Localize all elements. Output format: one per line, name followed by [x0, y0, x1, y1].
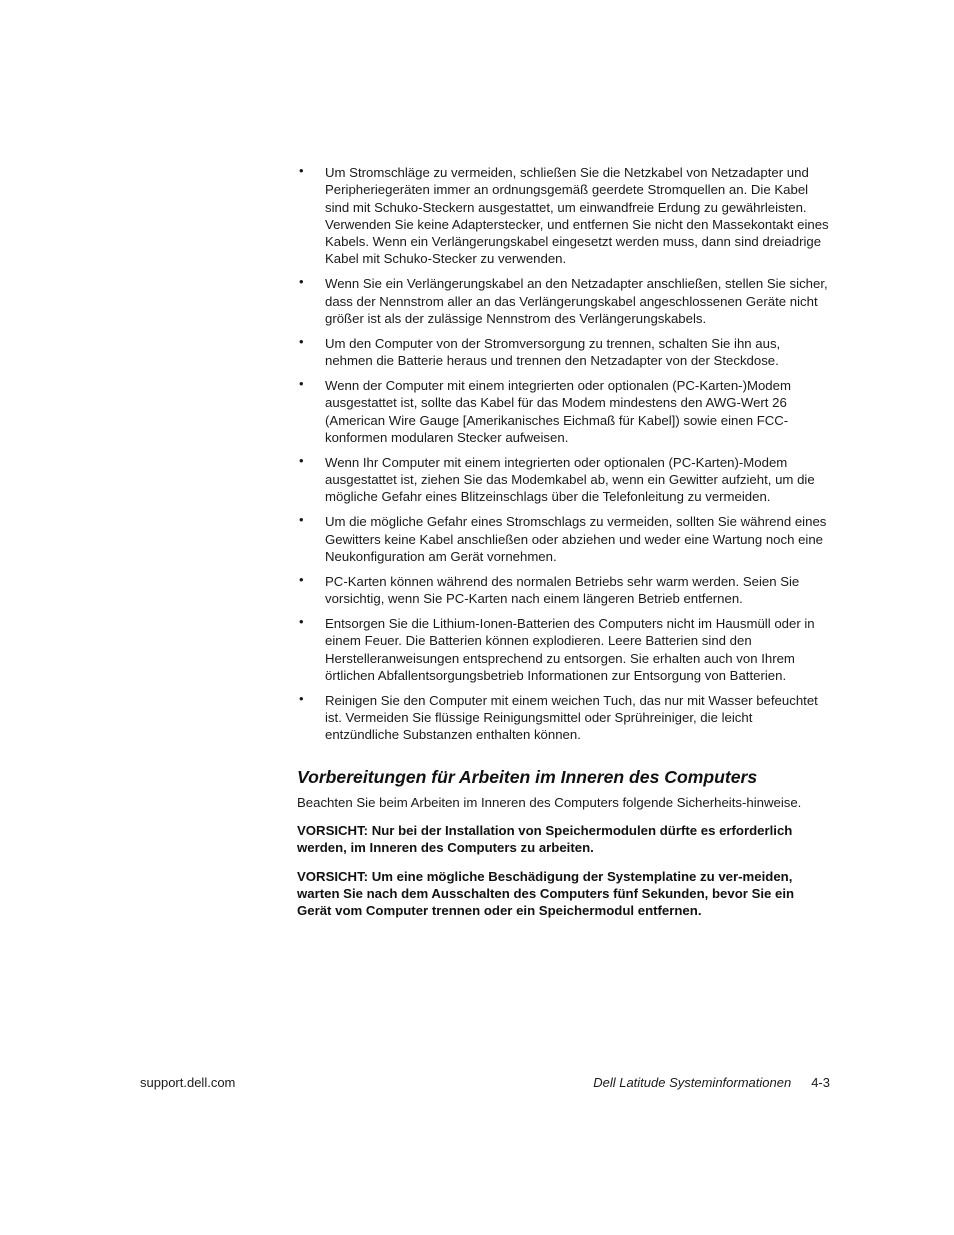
list-item-text: Wenn Sie ein Verlängerungskabel an den Netzadapter anschließen, stellen Sie sicher, dass der Nennstrom aller an das Verlängerungskabel angeschlossenen Geräte nicht größer ist als der zulässige Nennstrom des Verlängerungskabels. [325, 276, 828, 326]
section-intro: Beachten Sie beim Arbeiten im Inneren des Computers folgende Sicherheits-hinweise. [297, 794, 802, 810]
list-item-text: Um Stromschläge zu vermeiden, schließen Sie die Netzkabel von Netzadapter und Peripheriegeräten immer an ordnungsgemäß geerdete Stromquellen an. Die Kabel sind mit Schuko-Steckern ausgestattet, um einwandfreie Erdung zu gewährleisten. Verwenden Sie keine Adapterstecker, und entfernen Sie nicht den Massekontakt eines Kabels. Wenn ein Verlängerungskabel eingesetzt werden muss, dann sind dreiadrige Kabel mit Schuko-Stecker zu verwenden. [325, 165, 829, 267]
list-item [297, 573, 829, 608]
footer-website: support.dell.com [140, 1075, 236, 1090]
bullet-icon: • [299, 452, 304, 468]
list-item-text: Reinigen Sie den Computer mit einem weichen Tuch, das nur mit Wasser befeuchtet ist. Vermeiden Sie flüssige Reinigungsmittel oder Sprühreiniger, die leicht entzündliche Substanzen enthalten können. [325, 692, 818, 743]
caution-notice: VORSICHT: Um eine mögliche Beschädigung der Systemplatine zu ver-meiden, warten Sie nach dem Ausschalten des Computers fünf Sekunden, bevor Sie ein Gerät vom Computer trennen oder ein Speichermodul entfernen. [297, 868, 795, 919]
footer-document-title: Dell Latitude Systeminformationen [593, 1075, 792, 1090]
list-item [297, 164, 829, 268]
bullet-icon: • [299, 571, 304, 587]
list-item-text: Entsorgen Sie die Lithium-Ionen-Batterien des Computers nicht im Hausmüll oder in einem Feuer. Die Batterien können explodieren. Leere Batterien sind den Herstelleranweisungen entsprechend zu entsorgen. Sie erhalten auch von Ihrem örtlichen Abfallentsorgungsbetrieb Informationen zur Entsorgung von Batterien. [325, 615, 815, 683]
list-item [297, 692, 829, 744]
bullet-icon: • [299, 690, 304, 706]
caution-notice: VORSICHT: Nur bei der Installation von Speichermodulen dürfte es erforderlich werden, im Inneren des Computers zu arbeiten. [297, 822, 793, 856]
footer-running-title [593, 1074, 830, 1091]
list-item-text: Wenn der Computer mit einem integrierten oder optionalen (PC-Karten-)Modem ausgestattet ist, sollte das Kabel für das Modem mindestens den AWG-Wert 26 (American Wire Gauge [Amerikanisches Eichmaß für Kabel]) sowie einen FCC-konformen modularen Stecker aufweisen. [325, 378, 791, 445]
list-item-text: Um die mögliche Gefahr eines Stromschlags zu vermeiden, sollten Sie während eines Gewitters keine Kabel anschließen oder abziehen und weder eine Wartung noch eine Neukonfiguration am Gerät vornehmen. [325, 514, 827, 564]
list-item [297, 615, 829, 684]
list-item [297, 377, 829, 446]
bullet-icon: • [299, 613, 304, 629]
safety-bullet-list [297, 164, 829, 744]
bullet-icon: • [299, 163, 304, 178]
list-item [297, 335, 829, 370]
bullet-icon: • [299, 333, 304, 349]
section-heading: Vorbereitungen für Arbeiten im Inneren des Computers [297, 766, 758, 787]
bullet-icon: • [299, 512, 304, 528]
list-item [297, 275, 829, 327]
list-item-text: Wenn Ihr Computer mit einem integrierten oder optionalen (PC-Karten)-Modem ausgestattet ist, ziehen Sie das Modemkabel ab, wenn ein Gewitter aufzieht, um die mögliche Gefahr eines Blitzeinschlags über die Telefonleitung zu vermeiden. [325, 454, 815, 505]
list-item [297, 454, 829, 506]
bullet-icon: • [299, 376, 304, 392]
page-number: 4-3 [811, 1075, 830, 1090]
list-item [297, 513, 829, 565]
main-content [297, 164, 829, 930]
bullet-icon: • [299, 274, 304, 290]
list-item-text: Um den Computer von der Stromversorgung zu trennen, schalten Sie ihn aus, nehmen die Batterie heraus und trennen den Netzadapter von der Steckdose. [325, 335, 781, 369]
list-item-text: PC-Karten können während des normalen Betriebs sehr warm werden. Seien Sie vorsichtig, wenn Sie PC-Karten nach einem längeren Betrieb entfernen. [325, 573, 800, 607]
